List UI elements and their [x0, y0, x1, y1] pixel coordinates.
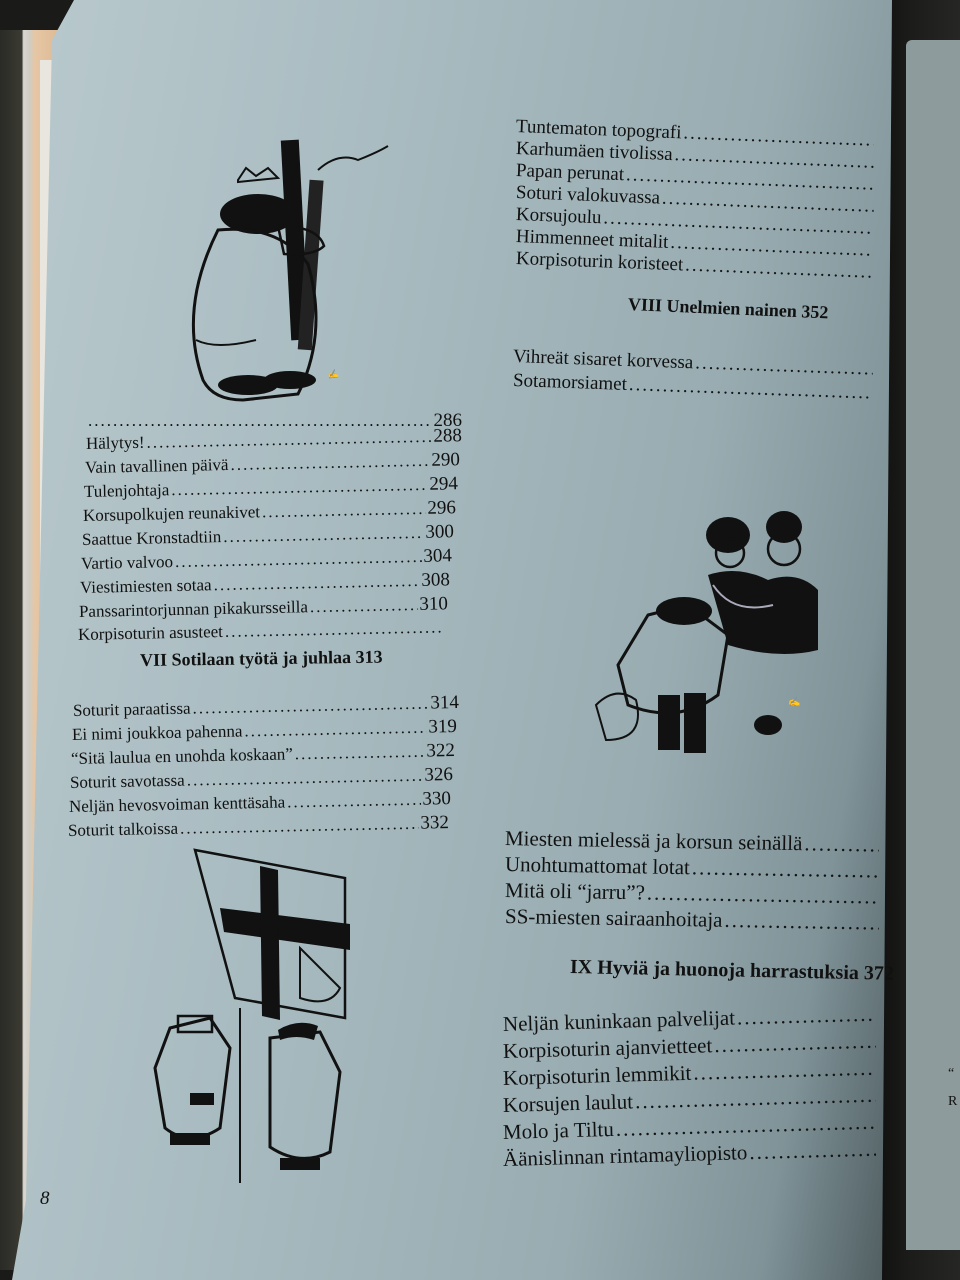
next-page-glyph: “ [948, 1066, 955, 1081]
chapter-heading: IX Hyviä ja huonoja harrastuksia 372 [569, 956, 895, 985]
toc-entry-title: Karhumäen tivolissa [515, 138, 674, 166]
toc-entry-page: 322 [426, 739, 456, 762]
page-number: 8 [40, 1188, 50, 1209]
leader-dots [287, 790, 421, 813]
toc-entry-page: 319 [428, 715, 458, 738]
leader-dots [262, 499, 426, 522]
toc-entry-page: 326 [424, 763, 454, 786]
leader-dots [230, 451, 429, 475]
toc-entry-title: Soturit savotassa [69, 770, 185, 792]
toc-entry-title: Soturi valokuvassa [515, 182, 661, 209]
leader-dots [749, 1137, 876, 1166]
toc-entry-title: Panssarintorjunnan pikakursseilla [78, 597, 309, 621]
toc-entry-title: Himmenneet mitalit [515, 226, 669, 253]
leader-dots [180, 814, 419, 839]
leader-dots [187, 766, 423, 791]
toc-entry-page: 310 [419, 593, 449, 615]
leader-dots [714, 1029, 876, 1059]
toc-entry-title: Äänislinnan rintamayliopisto [502, 1140, 748, 1171]
toc-entry-title: Ei nimi joukkoa pahenna [71, 721, 243, 744]
toc-entry-page: 296 [427, 497, 457, 519]
toc-entry-title: Viestimiesten sotaa [79, 575, 212, 597]
leader-dots [171, 475, 428, 500]
toc-entry-title: Papan perunat [515, 160, 625, 186]
leader-dots [192, 694, 428, 719]
soldiers-with-flag-illustration [150, 848, 360, 1188]
toc-entry-title: Vain tavallinen päivä [84, 454, 229, 477]
toc-entry-title: Korpisoturin koristeet [515, 248, 684, 276]
leader-dots [693, 1056, 876, 1086]
leader-dots [223, 523, 424, 547]
svg-text:✍: ✍ [788, 697, 801, 708]
toc-entry-page: 286 [433, 410, 462, 431]
toc-entry-page: 304 [423, 545, 453, 567]
toc-entry-page: 314 [430, 691, 460, 714]
toc-entry-title: Vihreät sisaret korvessa [512, 346, 694, 374]
toc-entry-page: 300 [425, 521, 455, 543]
toc-entry-title: Korsujen laulut [502, 1089, 634, 1117]
leader-dots [804, 831, 879, 857]
toc-entry-title: “Sitä laulua en unohda koskaan” [70, 744, 294, 768]
leader-dots [724, 908, 879, 936]
toc-entry-title: Tuntematon topografi [515, 116, 682, 144]
leader-dots [244, 718, 426, 742]
leader-dots [692, 855, 880, 883]
toc-entry-title: SS-miesten sairaanhoitaja [504, 904, 723, 932]
chapter-heading: VII Sotilaan työtä ja juhlaa 313 [139, 646, 383, 670]
toc-entry-page: 330 [422, 788, 452, 810]
toc-entry-title: Molo ja Tiltu [502, 1116, 615, 1144]
toc-entry-page: 290 [431, 449, 461, 471]
toc-entry-page: 332 [420, 812, 450, 834]
leader-dots [213, 571, 419, 595]
toc-entry-title: Neljän hevosvoiman kenttäsaha [68, 792, 286, 816]
leader-dots [647, 880, 879, 909]
svg-text:✍: ✍ [326, 368, 340, 380]
leader-dots [295, 742, 425, 765]
toc-entry-title: Soturit talkoissa [67, 818, 179, 840]
toc-entry-page: 308 [421, 569, 451, 591]
toc-entry-title: Sotamorsiamet [512, 370, 628, 395]
toc-entry-page: 294 [429, 473, 459, 495]
toc-entry-title: Soturit paraatissa [72, 698, 191, 720]
toc-entry-title: Mitä oli “jarru”? [504, 878, 646, 905]
toc-entry-title: Unohtumattomat lotat [504, 852, 691, 880]
leader-dots [737, 1002, 877, 1031]
leader-dots [310, 595, 418, 617]
toc-entry-title: Tulenjohtaja [83, 480, 170, 501]
next-page-glyph: R [948, 1094, 958, 1109]
chapter-heading: VIII Unelmien nainen 352 [627, 294, 829, 323]
toc-entry-title: Korsupolkujen reunakivet [82, 502, 261, 525]
toc-entry-title: Saattue Kronstadtiin [81, 527, 222, 549]
leader-dots [175, 547, 422, 572]
toc-entry-title: Korpisoturin lemmikit [502, 1060, 692, 1090]
toc-entry-page: 288 [433, 425, 463, 447]
toc-entry-title: Hälytys! [85, 432, 145, 453]
toc-entry-title: Miesten mielessä ja korsun seinällä [504, 826, 803, 856]
toc-entry-title: Neljän kuninkaan palvelijat [502, 1005, 736, 1036]
soldier-with-rifle-illustration [178, 130, 398, 405]
toc-entry-title: Korsujoulu [515, 204, 602, 229]
toc-entry-title: Korpisoturin ajanvietteet [502, 1033, 713, 1063]
toc-entry-title: Korpisoturin asusteet [77, 621, 224, 644]
toc-entry-title: Vartio valvoo [80, 552, 174, 573]
couple-and-soldier-illustration [588, 505, 838, 765]
